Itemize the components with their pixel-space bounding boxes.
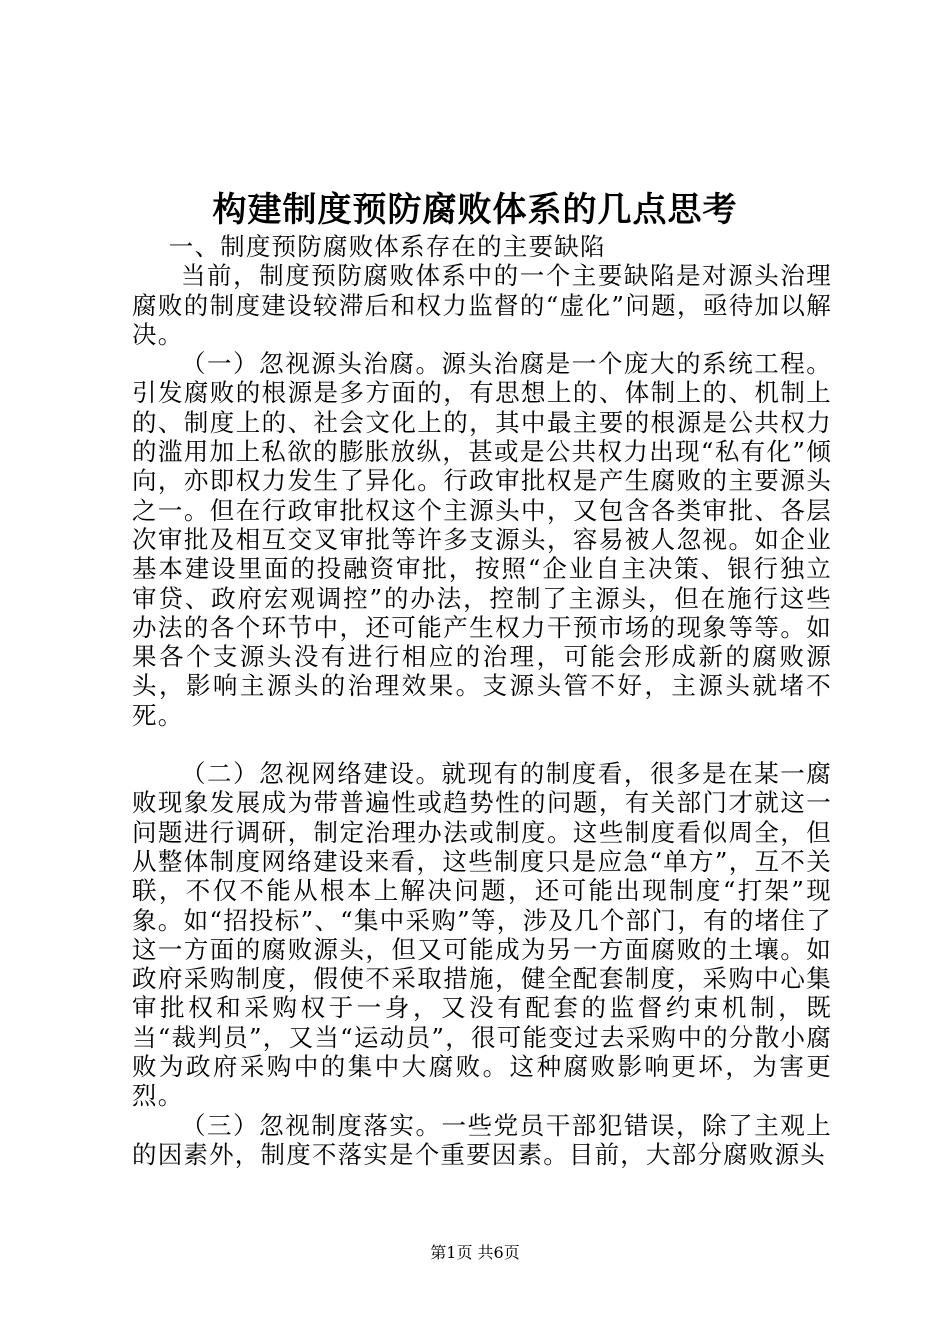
paragraph-source-governance: （一）忽视源头治腐。源头治腐是一个庞大的系统工程。引发腐败的根源是多方面的，有思想上的、体制上的、机制上的、制度上的、社会文化上的，其中最主要的根源是公共权力的滥用加上私欲的膨胀放纵，甚或是公共权力出现“私有化”倾向，亦即权力发生了异化。行政审批权是产生腐败的主要源头之一。但在行政审批权这个主源头中，又包含各类审批、各层次审批及相互交叉审批等许多支源头，容易被人忽视。如企业基本建设里面的投融资审批，按照“企业自主决策、银行独立审贷、政府宏观调控”的办法，控制了主源头，但在施行这些办法的各个环节中，还可能产生权力干预市场的现象等等。如果各个支源头没有进行相应的治理，可能会形成新的腐败源头，影响主源头的治理效果。支源头管不好，主源头就堵不死。 <box>132 349 832 730</box>
paragraph-implementation: （三）忽视制度落实。一些党员干部犯错误，除了主观上的因素外，制度不落实是个重要因素。目前，大部分腐败源头 <box>132 1110 832 1169</box>
paragraph-intro: 当前，制度预防腐败体系中的一个主要缺陷是对源头治理腐败的制度建设较滞后和权力监督的“虚化”问题，亟待加以解决。 <box>132 261 832 349</box>
section-heading: 一、制度预防腐败体系存在的主要缺陷 <box>168 232 606 261</box>
paragraph-network-building: （二）忽视网络建设。就现有的制度看，很多是在某一腐败现象发展成为带普遍性或趋势性的问题，有关部门才就这一问题进行调研，制定治理办法或制度。这些制度看似周全，但从整体制度网络建设来看，这些制度只是应急“单方”，互不关联，不仅不能从根本上解决问题，还可能出现制度“打架”现象。如“招投标”、“集中采购”等，涉及几个部门，有的堵住了这一方面的腐败源头，但又可能成为另一方面腐败的土壤。如政府采购制度，假使不采取措施，健全配套制度，采购中心集审批权和采购权于一身，又没有配套的监督约束机制，既当“裁判员”，又当“运动员”，很可能变过去采购中的分散小腐败为政府采购中的集中大腐败。这种腐败影响更坏，为害更烈。 <box>132 759 832 1111</box>
document-title: 构建制度预防腐败体系的几点思考 <box>212 190 738 230</box>
page-footer: 第1页 共6页 <box>430 1243 520 1262</box>
document-body <box>132 232 832 1169</box>
